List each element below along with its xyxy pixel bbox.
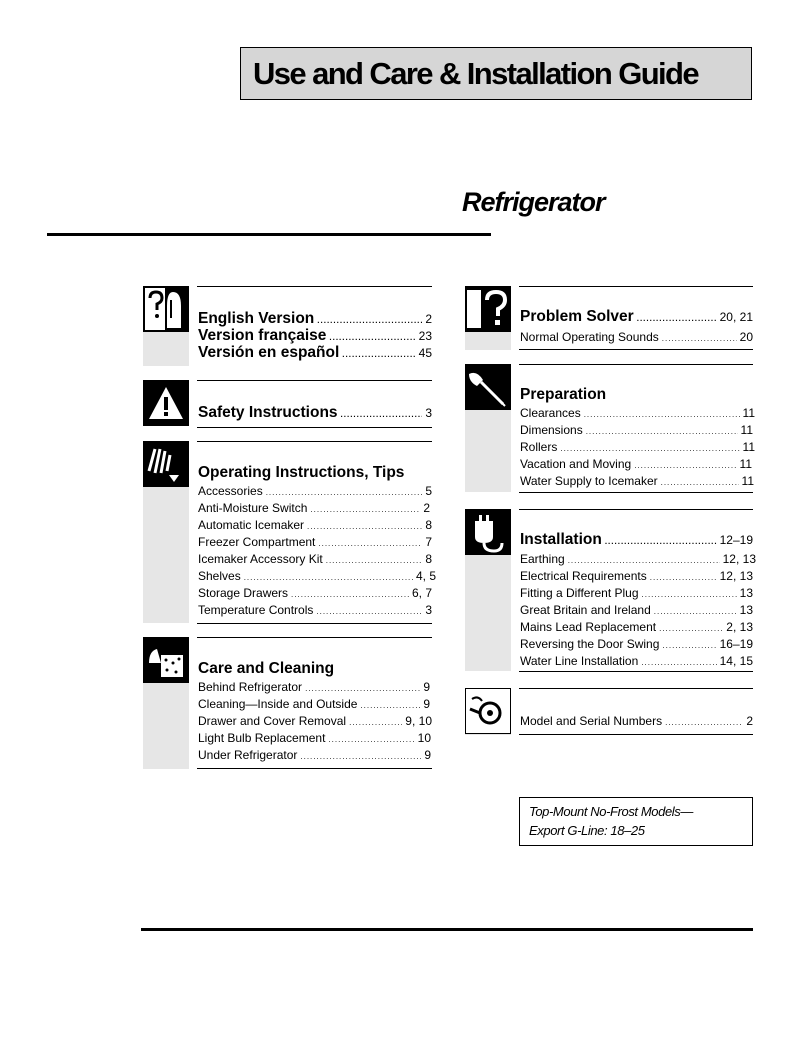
entry-page: 11 xyxy=(740,423,753,437)
care-rule-bottom xyxy=(197,768,432,769)
entry-label: Icemaker Accessory Kit xyxy=(198,552,323,566)
entry-page: 2, 13 xyxy=(726,620,753,634)
safety-rule-bottom xyxy=(197,427,432,428)
entry-label: Vacation and Moving xyxy=(520,457,632,471)
leader-dots xyxy=(360,701,420,710)
leader-dots xyxy=(266,488,423,497)
installation-rule xyxy=(519,509,753,510)
leader-dots xyxy=(342,350,415,359)
entry-page: 10 xyxy=(417,731,431,745)
entry-label: Clearances xyxy=(520,406,581,420)
leader-dots xyxy=(560,444,739,453)
version-francaise-page: 23 xyxy=(418,329,432,343)
leader-dots xyxy=(307,522,422,531)
entry-page: 14, 15 xyxy=(719,654,753,668)
leader-dots xyxy=(650,573,717,582)
toc-entry[interactable] xyxy=(198,748,431,762)
version-espanol-page: 45 xyxy=(418,346,432,360)
version-espanol-entry[interactable] xyxy=(198,344,432,362)
toc-entry[interactable] xyxy=(520,457,752,471)
warning-triangle-icon xyxy=(143,380,189,426)
version-espanol-label: Versión en español xyxy=(198,344,340,361)
entry-page: 4, 5 xyxy=(415,569,436,583)
preparation-rule-bottom xyxy=(519,492,753,493)
entry-label: Electrical Requirements xyxy=(520,569,647,583)
entry-page: 2 xyxy=(423,501,430,515)
safety-instructions-label: Safety Instructions xyxy=(198,404,338,421)
leader-dots xyxy=(662,641,716,650)
entry-page: 11 xyxy=(739,457,752,471)
toc-entry[interactable] xyxy=(520,603,753,617)
entry-page: 9 xyxy=(423,697,430,711)
entry-label: Reversing the Door Swing xyxy=(520,637,660,651)
entry-page: 13 xyxy=(739,586,753,600)
entry-page: 6, 7 xyxy=(411,586,432,600)
leader-dots xyxy=(328,735,414,744)
toc-entry[interactable] xyxy=(198,552,432,566)
entry-page: 11 xyxy=(742,406,755,420)
english-version-entry[interactable] xyxy=(198,310,432,328)
version-francaise-label: Version française xyxy=(198,327,327,344)
tape-measure-icon xyxy=(465,688,511,734)
versions-rule xyxy=(197,286,432,287)
question-person-icon xyxy=(143,286,189,332)
operating-heading: Operating Instructions, Tips xyxy=(198,464,405,481)
operating-rule xyxy=(197,441,432,442)
entry-page: 12, 13 xyxy=(722,552,756,566)
toc-entry[interactable] xyxy=(198,714,432,728)
safety-instructions-entry[interactable] xyxy=(198,404,432,422)
entry-page: 9 xyxy=(424,748,431,762)
leader-dots xyxy=(244,573,413,582)
entry-page: 2 xyxy=(746,714,753,728)
leader-dots xyxy=(326,556,423,565)
problem-rule-bottom xyxy=(519,349,753,350)
leader-dots xyxy=(586,427,738,436)
problem-solver-page: 20, 21 xyxy=(719,310,753,324)
leader-dots xyxy=(665,718,743,727)
toc-entry[interactable] xyxy=(520,330,753,344)
leader-dots xyxy=(310,505,420,514)
entry-page: 3 xyxy=(425,603,432,617)
installation-label: Installation xyxy=(520,531,602,548)
hand-pressing-icon xyxy=(143,441,189,487)
problem-solver-entry[interactable] xyxy=(520,308,753,326)
preparation-heading: Preparation xyxy=(520,386,607,403)
toc-entry[interactable] xyxy=(198,484,432,498)
toc-entry[interactable] xyxy=(520,440,755,454)
leader-dots xyxy=(659,624,723,633)
entry-label: Great Britain and Ireland xyxy=(520,603,651,617)
leader-dots xyxy=(641,658,716,667)
toc-entry[interactable] xyxy=(198,586,432,600)
entry-label: Rollers xyxy=(520,440,558,454)
entry-label: Light Bulb Replacement xyxy=(198,731,326,745)
entry-page: 11 xyxy=(741,474,754,488)
entry-label: Freezer Compartment xyxy=(198,535,316,549)
leader-dots xyxy=(318,539,422,548)
leader-dots xyxy=(305,684,420,693)
entry-label: Dimensions xyxy=(520,423,583,437)
leader-dots xyxy=(349,718,402,727)
entry-page: 20 xyxy=(739,330,753,344)
toc-entry[interactable] xyxy=(520,569,753,583)
entry-label: Shelves xyxy=(198,569,241,583)
leader-dots xyxy=(642,590,737,599)
entry-label: Model and Serial Numbers xyxy=(520,714,663,728)
entry-label: Fitting a Different Plug xyxy=(520,586,639,600)
toc-entry[interactable] xyxy=(520,474,754,488)
entry-label: Temperature Controls xyxy=(198,603,314,617)
entry-label: Automatic Icemaker xyxy=(198,518,305,532)
preparation-rule xyxy=(519,364,753,365)
installation-entry[interactable] xyxy=(520,531,753,549)
installation-rule-bottom xyxy=(519,671,753,672)
entry-page: 9, 10 xyxy=(405,714,432,728)
entry-label: Mains Lead Replacement xyxy=(520,620,657,634)
footer-rule xyxy=(141,928,753,931)
entry-label: Earthing xyxy=(520,552,565,566)
toc-entry[interactable] xyxy=(198,731,431,745)
toc-entry[interactable] xyxy=(198,603,432,617)
entry-label: Water Supply to Icemaker xyxy=(520,474,658,488)
leader-dots xyxy=(584,410,740,419)
english-version-page: 2 xyxy=(425,312,432,326)
leader-dots xyxy=(316,607,422,616)
toc-entry[interactable] xyxy=(198,535,432,549)
power-plug-icon xyxy=(465,509,511,555)
leader-dots xyxy=(661,478,739,487)
model-note-box xyxy=(519,797,753,846)
entry-page: 8 xyxy=(425,552,432,566)
toc-entry[interactable] xyxy=(198,697,430,711)
version-francaise-entry[interactable] xyxy=(198,327,432,345)
entry-page: 16–19 xyxy=(719,637,753,651)
entry-page: 13 xyxy=(739,603,753,617)
operating-rule-bottom xyxy=(197,623,432,624)
toc-entry[interactable] xyxy=(520,552,756,566)
english-version-label: English Version xyxy=(198,310,315,327)
toc-entry[interactable] xyxy=(520,586,753,600)
entry-page: 11 xyxy=(742,440,755,454)
entry-page: 5 xyxy=(425,484,432,498)
entry-label: Behind Refrigerator xyxy=(198,680,303,694)
leader-dots xyxy=(637,314,717,323)
toc-entry[interactable] xyxy=(520,654,753,668)
leader-dots xyxy=(300,752,421,761)
entry-label: Under Refrigerator xyxy=(198,748,298,762)
note-line-2: Export G-Line: 18–25 xyxy=(529,823,645,838)
question-mark-icon xyxy=(465,286,511,332)
toc-entry[interactable] xyxy=(198,569,436,583)
leader-dots xyxy=(341,410,423,419)
leader-dots xyxy=(662,334,737,343)
entry-label: Accessories xyxy=(198,484,263,498)
toc-entry[interactable] xyxy=(520,620,753,634)
entry-label: Anti-Moisture Switch xyxy=(198,501,308,515)
toc-entry[interactable] xyxy=(198,501,430,515)
model-serial-entry[interactable] xyxy=(520,714,753,728)
problem-solver-label: Problem Solver xyxy=(520,308,634,325)
entry-page: 8 xyxy=(425,518,432,532)
page-title: Use and Care & Installation Guide xyxy=(253,56,699,91)
entry-page: 7 xyxy=(425,535,432,549)
title-box xyxy=(240,47,752,100)
leader-dots xyxy=(634,461,736,470)
toc-entry[interactable] xyxy=(520,423,753,437)
safety-instructions-page: 3 xyxy=(425,406,432,420)
hand-sponge-icon xyxy=(143,637,189,683)
model-rule xyxy=(519,688,753,689)
note-line-1: Top-Mount No-Frost Models— xyxy=(529,804,693,819)
entry-page: 12, 13 xyxy=(719,569,753,583)
toc-entry[interactable] xyxy=(520,637,753,651)
leader-dots xyxy=(654,607,737,616)
leader-dots xyxy=(605,537,717,546)
safety-rule-top xyxy=(197,380,432,381)
toc-entry[interactable] xyxy=(520,406,755,420)
leader-dots xyxy=(329,333,415,342)
installation-page: 12–19 xyxy=(719,533,753,547)
model-rule-bottom xyxy=(519,734,753,735)
entry-label: Storage Drawers xyxy=(198,586,289,600)
header-rule xyxy=(47,233,491,236)
hand-screwdriver-icon xyxy=(465,364,511,410)
toc-entry[interactable] xyxy=(198,680,430,694)
entry-label: Normal Operating Sounds xyxy=(520,330,659,344)
problem-rule xyxy=(519,286,753,287)
toc-entry[interactable] xyxy=(198,518,432,532)
care-rule xyxy=(197,637,432,638)
entry-label: Cleaning—Inside and Outside xyxy=(198,697,358,711)
entry-page: 9 xyxy=(423,680,430,694)
care-heading: Care and Cleaning xyxy=(198,660,335,677)
entry-label: Drawer and Cover Removal xyxy=(198,714,347,728)
entry-label: Water Line Installation xyxy=(520,654,639,668)
leader-dots xyxy=(568,556,720,565)
page-subtitle: Refrigerator xyxy=(462,187,605,217)
leader-dots xyxy=(317,316,422,325)
leader-dots xyxy=(291,590,409,599)
